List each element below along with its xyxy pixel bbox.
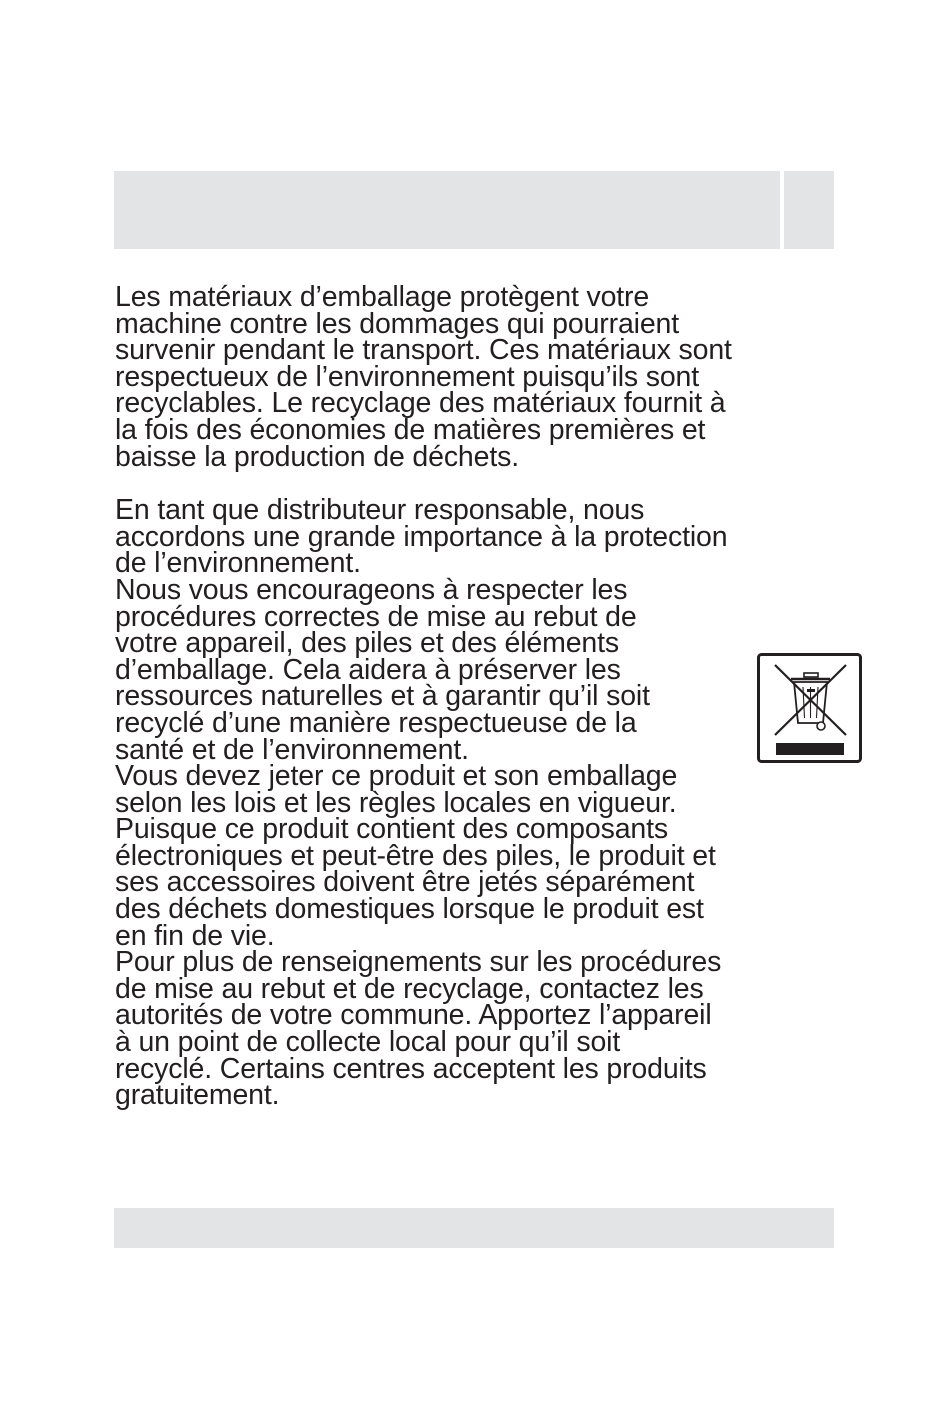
text-line: Les matériaux d’emballage protègent votre <box>115 281 650 313</box>
text-line: procédures correctes de mise au rebut de <box>115 600 637 633</box>
text-line: recyclé d’une manière respectueuse de la <box>115 706 637 739</box>
text-line: accordons une grande importance à la protection <box>115 520 728 553</box>
more-info-paragraph <box>115 946 835 1112</box>
text-line: Vous devez jeter ce produit et son emballage <box>115 760 678 793</box>
disposal-paragraph <box>115 573 835 766</box>
crossed-out-wheeled-bin-icon <box>757 653 862 763</box>
document-body <box>115 281 835 1112</box>
text-line: recyclé. Certains centres acceptent les produits <box>115 1052 707 1085</box>
packaging-paragraph <box>115 281 835 473</box>
text-line: santé et de l’environnement. <box>115 733 469 766</box>
text-line: baisse la production de déchets. <box>115 440 519 473</box>
text-line: En tant que distributeur responsable, nous <box>115 494 645 527</box>
text-line: des déchets domestiques lorsque le produit est <box>115 893 704 926</box>
header-bar <box>114 171 780 249</box>
text-line: à un point de collecte local pour qu’il soit <box>115 1026 621 1059</box>
text-line: de l’environnement. <box>115 547 361 580</box>
text-line: respectueux de l’environnement puisqu’ils sont <box>115 360 700 393</box>
text-line: recyclables. Le recyclage des matériaux fournit à <box>115 387 726 420</box>
text-line: machine contre les dommages qui pourraient <box>115 307 680 340</box>
text-line: ses accessoires doivent être jetés séparément <box>115 866 695 899</box>
text-line: la fois des économies de matières premières et <box>115 413 706 446</box>
text-line: autorités de votre commune. Apportez l’appareil <box>115 999 712 1032</box>
footer-bar <box>114 1208 834 1248</box>
local-rules-paragraph <box>115 760 835 952</box>
text-line: Pour plus de renseignements sur les procédures <box>115 946 722 979</box>
text-line: de mise au rebut et de recyclage, contactez les <box>115 972 704 1005</box>
header-tab <box>784 171 834 249</box>
text-line: Nous vous encourageons à respecter les <box>115 573 628 606</box>
text-line: d’emballage. Cela aidera à préserver les <box>115 653 621 686</box>
text-line: Puisque ce produit contient des composants <box>115 813 668 846</box>
environment-paragraph <box>115 494 835 580</box>
text-line: survenir pendant le transport. Ces matériaux sont <box>115 334 732 367</box>
text-line: électroniques et peut-être des piles, le produit et <box>115 839 716 872</box>
text-line: gratuitement. <box>115 1079 280 1112</box>
text-line: votre appareil, des piles et des éléments <box>115 627 619 660</box>
text-line: en fin de vie. <box>115 919 275 952</box>
text-line: ressources naturelles et à garantir qu’il soit <box>115 680 650 713</box>
paragraph-spacer <box>115 470 835 497</box>
text-line: selon les lois et les règles locales en vigueur. <box>115 786 677 819</box>
